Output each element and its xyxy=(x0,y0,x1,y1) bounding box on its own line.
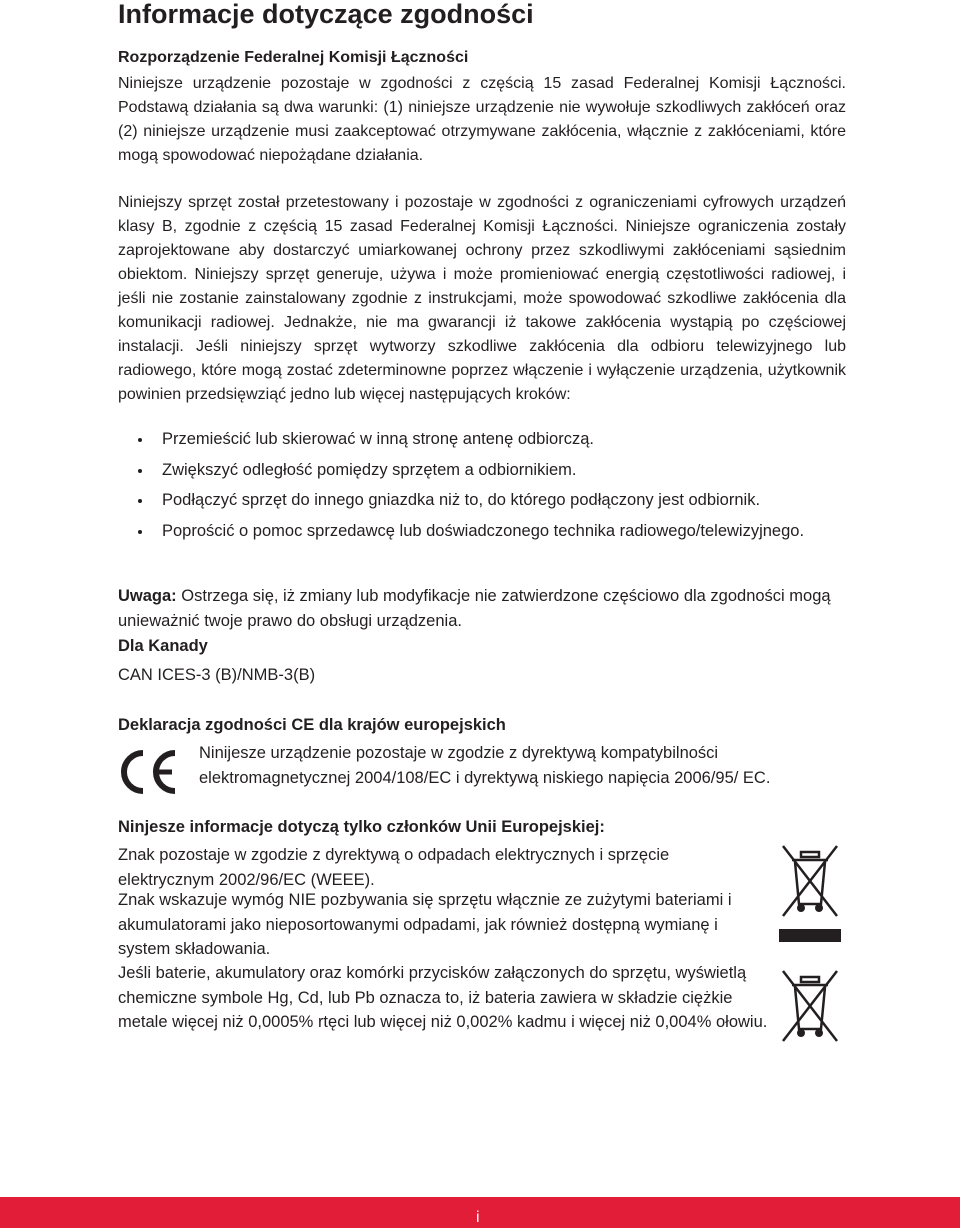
list-item: Zwiększyć odległość pomiędzy sprzętem a odbiornikiem. xyxy=(118,458,848,483)
fcc-steps-list xyxy=(118,427,848,549)
ce-text: Ninijesze urządzenie pozostaje w zgodzie z dyrektywą kompatybilności elektromagnetycznej 2004/108/EC i dyrektywą niskiego napięcia 2006/95/ EC. xyxy=(199,744,771,787)
ce-heading: Deklaracja zgodności CE dla krajów europejskich xyxy=(118,716,506,734)
bullet-icon xyxy=(138,438,142,442)
list-item: Podłączyć sprzęt do innego gniazdka niż to, do którego podłączony jest odbiornik. xyxy=(118,488,848,513)
weee-bar xyxy=(779,929,841,942)
fcc-paragraph-2: Niniejszy sprzęt został przetestowany i pozostaje w zgodności z ograniczeniami cyfrowych urządzeń klasy B, zgodnie z częścią 15 zasad Federalnej Komisji Łączności. Niniejsze ograniczenia zostały zaprojektowane aby dostarczyć umiarkowanej ochrony przez szkodliwymi zakłóceniami sąsiednim obiektom. Niniejszy sprzęt generuje, używa i może promieniować energią częstotliwości radiowej, i jeśli nie zostanie zainstalowany zgodnie z instrukcjami, może spowodować szkodliwe zakłócenia dla komunikacji radiowej. Jednakże, nie ma gwarancji iż takowe zakłócenia wystąpią po częściowej instalacji. Jeśli niniejszy sprzęt wytworzy szkodliwe zakłócenia dla odbioru telewizyjnego lub radiowego, które mogą zostać zdeterminowne poprzez włączenie i wyłączenie urządzenia, użytkownik powinien przedsięwziąć jedno lub więcej następujących kroków: xyxy=(118,194,846,403)
page-title: Informacje dotyczące zgodności xyxy=(118,0,534,29)
fcc-heading: Rozporządzenie Federalnej Komisji Łączności xyxy=(118,49,469,66)
warning-label: Uwaga: xyxy=(118,587,177,605)
bullet-icon xyxy=(138,499,142,503)
battery-bin-icon xyxy=(779,963,841,1047)
eu-paragraph-3: Jeśli baterie, akumulatory oraz komórki przycisków załączonych do sprzętu, wyświetlą chemiczne symbole Hg, Cd, lub Pb oznacza to, iż bateria zawiera w składzie ciężkie metale więcej niż 0,0005% rtęci lub więcej niż 0,002% kadmu i więcej niż 0,004% ołowiu. xyxy=(118,964,768,1031)
list-item: Poprościć o pomoc sprzedawcę lub doświadczonego technika radiowego/telewizyjnego. xyxy=(118,519,848,544)
warning-text: Ostrzega się, iż zmiany lub modyfikacje nie zatwierdzone częściowo dla zgodności mogą unieważnić twoje prawo do obsługi urządzenia. xyxy=(118,587,831,630)
bullet-icon xyxy=(138,469,142,473)
page-number: i xyxy=(476,1209,480,1226)
canada-text: CAN ICES-3 (B)/NMB-3(B) xyxy=(118,666,316,684)
eu-paragraph-1: Znak pozostaje w zgodzie z dyrektywą o odpadach elektrycznych i sprzęcie elektrycznym 2002/96/EC (WEEE). xyxy=(118,846,670,889)
eu-heading: Ninjesze informacje dotyczą tylko członków Unii Europejskiej: xyxy=(118,818,605,836)
canada-heading: Dla Kanady xyxy=(118,637,208,655)
fcc-paragraph-1: Niniejsze urządzenie pozostaje w zgodności z częścią 15 zasad Federalnej Komisji Łączności. Podstawą działania są dwa warunki: (1) niniejsze urządzenie nie wywołuje szkodliwych zakłóceń oraz (2) niniejsze urządzenie musi zaakceptować otrzymywane zakłócenia, włącznie z zakłóceniami, które mogą spowodować niepożądane działania. xyxy=(118,75,846,164)
weee-bin-icon xyxy=(779,838,841,922)
eu-paragraph-2: Znak wskazuje wymóg NIE pozbywania się sprzętu włącznie ze zużytymi bateriami i akumulatorami jako nieposortowanymi odpadami, jak również dostępną wymianę i system składowania. xyxy=(118,891,732,958)
fcc-warning xyxy=(118,584,848,633)
bullet-icon xyxy=(138,530,142,534)
ce-mark-icon xyxy=(117,747,179,797)
footer-bar xyxy=(0,1197,960,1228)
list-item: Przemieścić lub skierować w inną stronę antenę odbiorczą. xyxy=(118,427,848,452)
